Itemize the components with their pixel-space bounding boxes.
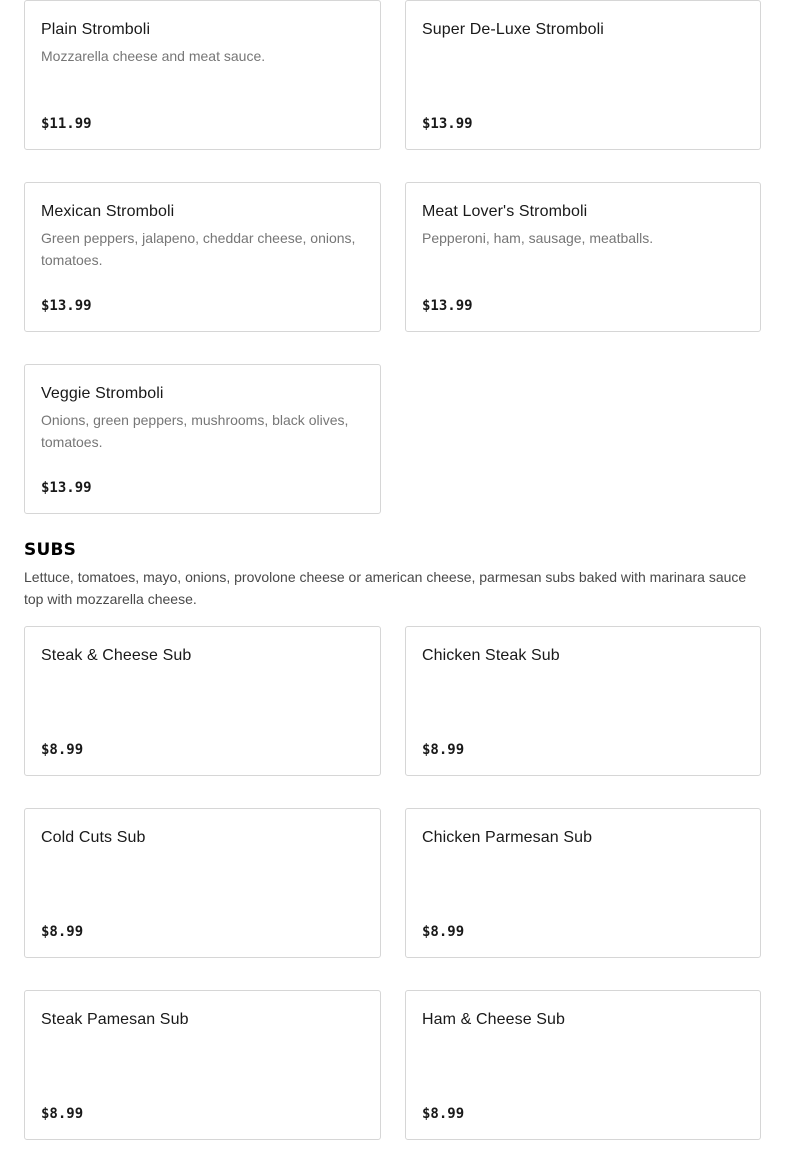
menu-item-card[interactable] <box>24 364 381 514</box>
menu-item-price: $11.99 <box>41 116 92 132</box>
section-heading-subs: SUBS <box>24 540 77 560</box>
stromboli-items-grid <box>24 0 761 514</box>
menu-item-price: $13.99 <box>41 480 92 496</box>
menu-item-name: Mexican Stromboli <box>41 203 175 220</box>
menu-item-price: $8.99 <box>41 924 84 940</box>
menu-item-description: Pepperoni, ham, sausage, meatballs. <box>422 230 654 246</box>
menu-item-card[interactable] <box>24 990 381 1140</box>
menu-item-price: $8.99 <box>422 742 465 758</box>
menu-item-price: $8.99 <box>422 1106 465 1122</box>
menu-item-name: Steak Pamesan Sub <box>41 1011 189 1028</box>
menu-item-card[interactable] <box>405 808 761 958</box>
menu-item-price: $8.99 <box>41 1106 84 1122</box>
menu-item-description: Onions, green peppers, mushrooms, black olives, tomatoes. <box>41 412 349 450</box>
menu-item-description: Mozzarella cheese and meat sauce. <box>41 48 266 64</box>
section-description-subs: Lettuce, tomatoes, mayo, onions, provolone cheese or american cheese, parmesan subs baked with marinara sauce top with mozzarella cheese. <box>24 569 747 607</box>
menu-item-card[interactable] <box>24 626 381 776</box>
menu-item-description: Green peppers, jalapeno, cheddar cheese, onions, tomatoes. <box>41 230 356 268</box>
menu-item-name: Chicken Steak Sub <box>422 647 560 664</box>
menu-item-price: $13.99 <box>41 298 92 314</box>
menu-item-name: Ham & Cheese Sub <box>422 1011 566 1028</box>
menu-item-price: $8.99 <box>41 742 84 758</box>
subs-items-grid <box>24 626 761 1140</box>
menu-item-card[interactable] <box>405 626 761 776</box>
menu-item-card[interactable] <box>405 182 761 332</box>
menu-item-name: Super De-Luxe Stromboli <box>422 21 604 38</box>
menu-item-card[interactable] <box>24 182 381 332</box>
menu-item-name: Plain Stromboli <box>41 21 151 38</box>
menu-item-price: $13.99 <box>422 116 473 132</box>
menu-item-name: Chicken Parmesan Sub <box>422 829 593 846</box>
menu-item-name: Veggie Stromboli <box>41 385 164 402</box>
menu-item-card[interactable] <box>24 0 381 150</box>
menu-item-name: Steak & Cheese Sub <box>41 647 192 664</box>
menu-item-price: $8.99 <box>422 924 465 940</box>
menu-item-name: Meat Lover's Stromboli <box>422 203 588 220</box>
menu-item-name: Cold Cuts Sub <box>41 829 146 846</box>
menu-item-card[interactable] <box>405 990 761 1140</box>
menu-item-card[interactable] <box>405 0 761 150</box>
menu-item-price: $13.99 <box>422 298 473 314</box>
menu-item-card[interactable] <box>24 808 381 958</box>
